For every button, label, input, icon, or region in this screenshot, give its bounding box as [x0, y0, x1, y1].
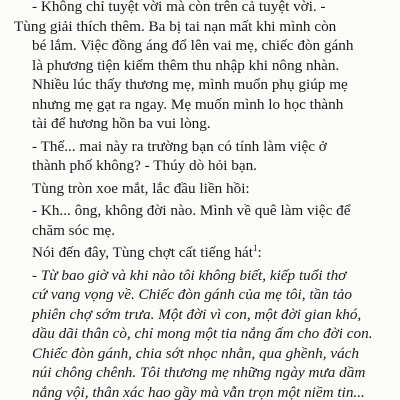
text-line: Nhiều lúc thấy thương mẹ, mình muốn phụ giúp mẹ [32, 76, 348, 93]
paragraph-tung-explains [14, 0, 386, 134]
lyric-line: dầu dãi thân cò, chỉ mong một tia nắng ấm cho đời con. [32, 325, 373, 342]
paragraph-tung-answers [14, 201, 386, 240]
text-line: bé lắm. Việc đồng áng đổ lên vai mẹ, chiếc đòn gánh [32, 37, 354, 54]
lyric-line: phiên chợ sớm trưa. Một đời vì con, một đời gian khó, [32, 305, 362, 323]
lyric-line: núi chông chênh. Tôi thương mẹ những ngày mưa dầm [32, 364, 366, 381]
paragraph-tung-sings [14, 243, 386, 263]
paragraph-tung-reacts [14, 179, 386, 199]
text-line: Tùng tròn xoe mắt, lắc đầu liền hồi: [32, 179, 250, 197]
page-text [14, 0, 386, 400]
lyric-line: - Từ bao giờ và khi nào tôi không biết, kiếp tuổi thơ [32, 266, 347, 284]
text-line: - Không chỉ tuyệt vời mà còn trên cả tuyệt vời. - [32, 0, 326, 15]
text-line [14, 243, 386, 263]
song-lyrics [14, 266, 386, 400]
text-line: nhưng mẹ gạt ra ngay. Mẹ muốn mình lo học thành [32, 95, 344, 113]
paragraph-thuy-asks [14, 137, 386, 176]
lyric-line: nắng vội, thân xác hao gầy mà vẫn trọn một niềm tin... [32, 383, 365, 400]
footnote-marker: 1 [253, 242, 258, 253]
lyric-line: cứ vang vọng về. Chiếc đòn gánh của mẹ tôi, tần tảo [32, 286, 352, 303]
lyric-line: Chiếc đòn gánh, chia sớt nhọc nhằn, qua ghềnh, vách [32, 344, 359, 362]
sing-intro-colon: : [257, 244, 262, 261]
text-line: thành phố không? - Thúy dò hỏi bạn. [32, 157, 257, 174]
text-line: - Thế... mai này ra trường bạn có tính làm việc ở [32, 137, 327, 155]
text-line: tài để hương hồn ba vui lòng. [32, 115, 211, 132]
text-line: là phương tiện kiếm thêm thu nhập khi nông nhàn. [32, 56, 340, 74]
sing-intro-text: Nói đến đây, Tùng chợt cất tiếng hát [32, 244, 254, 261]
text-line: - Kh... ông, không đời nào. Mình về quê làm việc để [32, 202, 351, 219]
text-line: chăm sóc mẹ. [32, 221, 116, 239]
text-line: Tùng giải thích thêm. Ba bị tai nạn mất khi mình còn [14, 17, 337, 35]
